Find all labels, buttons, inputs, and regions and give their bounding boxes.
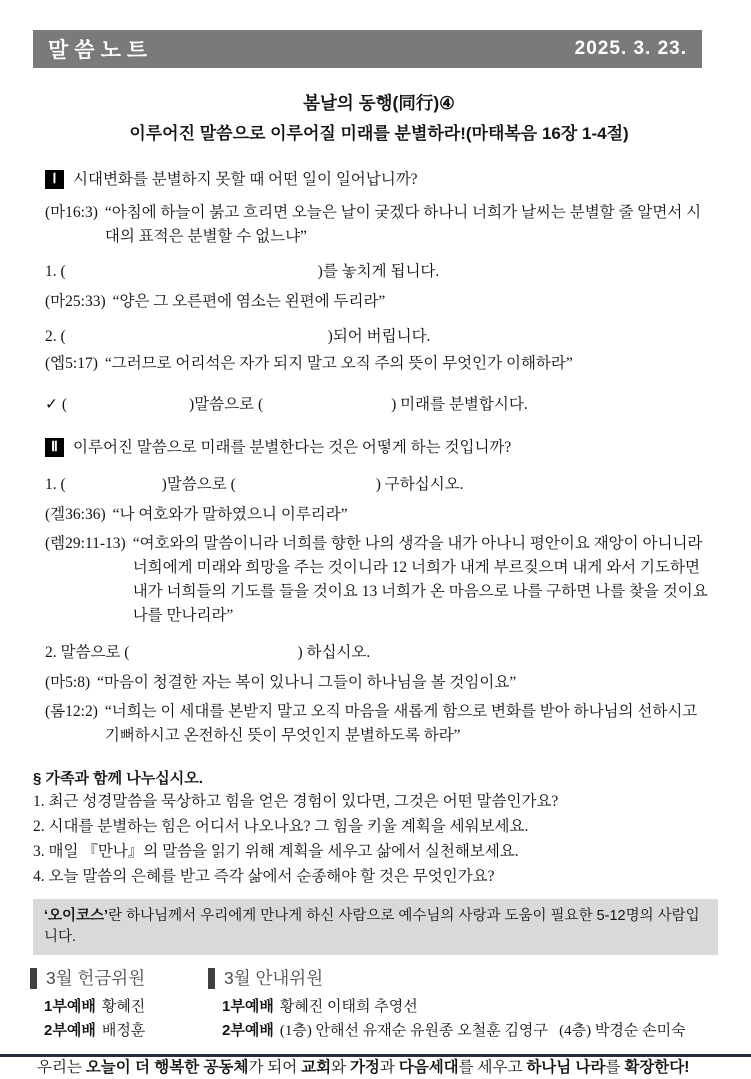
committee-row xyxy=(222,1019,713,1043)
share-question-2: 2. 시대를 분별하는 힘은 어디서 나오나요? 그 힘을 키울 계획을 세워보세요. xyxy=(33,818,529,835)
service-label: 1부예배 xyxy=(44,998,96,1015)
scripture-quote-mt16-3 xyxy=(45,201,713,249)
check-suffix: ) 미래를 분별합시다. xyxy=(391,396,528,413)
share-question-4: 4. 오늘 말씀의 은혜를 받고 즉각 삶에서 순종해야 할 것은 무엇인가요? xyxy=(33,868,495,885)
scripture-ref: (렘29:11-13) xyxy=(45,535,126,552)
oikos-definition: 란 하나님께서 우리에게 만나게 하신 사람으로 예수님의 사랑과 도움이 필요한 5-12명의 사람입니다. xyxy=(44,908,700,945)
vision-segment-bold: 가정 xyxy=(349,1059,380,1076)
offering-committee-rows xyxy=(30,995,208,1043)
fill-in-item-2 xyxy=(45,326,713,347)
vision-segment: 가 되어 xyxy=(248,1059,302,1076)
committee-section xyxy=(30,968,713,1043)
member-names: (1층) 안해선 유재순 유원종 오철훈 김영구 (4층) 박경순 손미숙 xyxy=(279,1023,686,1039)
fill-in-item-2-2 xyxy=(45,642,713,663)
scripture-text: “아침에 하늘이 붉고 흐리면 오늘은 날이 궂겠다 하나니 너희가 날씨는 분별할 줄 알면서 시대의 표적은 분별할 수 없느냐” xyxy=(104,204,702,245)
scripture-ref: (마25:33) xyxy=(45,293,106,310)
item-suffix: ) 하십시오. xyxy=(297,644,371,661)
fill-in-item-1 xyxy=(45,261,713,282)
scripture-quote-eph5-17 xyxy=(45,352,713,376)
vision-segment: 를 xyxy=(605,1059,625,1076)
scripture-ref: (마16:3) xyxy=(45,204,98,221)
committee-row xyxy=(222,995,713,1019)
item-suffix: )되어 버립니다. xyxy=(327,328,431,345)
section1-heading-row xyxy=(45,169,713,190)
section1-marker: Ⅰ xyxy=(45,170,64,189)
vision-segment: 우리는 xyxy=(37,1059,86,1076)
service-label: 1부예배 xyxy=(222,998,274,1015)
family-share-heading: § 가족과 함께 나누십시오. xyxy=(33,770,203,787)
vision-segment-bold: 오늘이 더 행복한 공동체 xyxy=(85,1059,249,1076)
scripture-ref: (마5:8) xyxy=(45,674,91,691)
scripture-quote-jer29-11-13 xyxy=(45,532,713,628)
vision-segment-bold: 하나님 나라 xyxy=(526,1059,606,1076)
header-bar xyxy=(33,30,702,68)
item-prefix: 1. ( xyxy=(45,263,66,280)
usher-committee-rows xyxy=(208,995,713,1043)
scripture-text: “그러므로 어리석은 자가 되지 말고 오직 주의 뜻이 무엇인가 이해하라” xyxy=(104,355,573,372)
doc-title: 말씀노트 xyxy=(48,39,154,62)
scripture-quote-mt25-33 xyxy=(45,290,713,314)
section2-heading: 이루어진 말씀으로 미래를 분별한다는 것은 어떻게 하는 것입니까? xyxy=(73,439,512,456)
offering-committee xyxy=(30,968,208,1043)
note-body xyxy=(33,92,713,1079)
scripture-ref: (롬12:2) xyxy=(45,703,98,720)
vision-segment-bold: 다음세대 xyxy=(398,1059,459,1076)
scripture-text: “마음이 청결한 자는 복이 있나니 그들이 하나님을 볼 것임이요” xyxy=(97,674,517,691)
scripture-ref: (겔36:36) xyxy=(45,506,106,523)
committee-row xyxy=(44,995,208,1019)
oikos-definition-box xyxy=(33,899,718,955)
check-prefix: ✓ ( xyxy=(45,396,68,413)
scripture-text: “너희는 이 세대를 본받지 말고 오직 마음을 새롭게 함으로 변화를 받아 하나님의 선하시고 기뻐하시고 온전하신 뜻이 무엇인지 분별하도록 하라” xyxy=(104,703,698,744)
section2-marker: Ⅱ xyxy=(45,438,64,457)
scripture-quote-ezk36-36 xyxy=(45,503,713,527)
item-suffix: ) 구하십시오. xyxy=(375,476,464,493)
fill-in-item-2-1 xyxy=(45,474,713,495)
offering-committee-title: 3월 헌금위원 xyxy=(30,968,208,989)
scripture-quote-mt5-8 xyxy=(45,671,713,695)
member-names: 배정훈 xyxy=(101,1023,146,1039)
usher-committee xyxy=(208,968,713,1043)
share-question-3: 3. 매일 『만나』의 말씀을 읽기 위해 계획을 세우고 삶에서 실천해보세요. xyxy=(33,843,519,860)
usher-committee-title: 3월 안내위원 xyxy=(208,968,713,989)
sermon-series-title: 봄날의 동행(同行)④ xyxy=(303,93,455,113)
checkmark-summary-line xyxy=(45,394,713,415)
item-prefix: 2. 말씀으로 ( xyxy=(45,644,130,661)
member-names: 황혜진 이태희 추영선 xyxy=(279,999,418,1015)
item-prefix: 2. ( xyxy=(45,328,66,345)
item-prefix: 1. ( xyxy=(45,476,66,493)
scripture-text: “양은 그 오른편에 염소는 왼편에 두리라” xyxy=(112,293,386,310)
scripture-text: “나 여호와가 말하였으니 이루리라” xyxy=(112,506,348,523)
vision-segment: 와 xyxy=(331,1059,350,1076)
doc-date: 2025. 3. 23. xyxy=(574,38,687,59)
check-middle: )말씀으로 ( xyxy=(189,396,264,413)
item-suffix: )를 놓치게 됩니다. xyxy=(317,263,440,280)
committee-row xyxy=(44,1019,208,1043)
item-middle: )말씀으로 ( xyxy=(161,476,236,493)
vision-segment-bold: 확장한다! xyxy=(624,1059,690,1076)
vision-segment: 과 xyxy=(379,1059,399,1076)
scripture-ref: (엡5:17) xyxy=(45,355,98,372)
oikos-term: ‘오이코스’ xyxy=(44,908,109,924)
scripture-text: “여호와의 말씀이니라 너희를 향한 나의 생각을 내가 아나니 평안이요 재앙이 아니니라 너희에게 미래와 희망을 주는 것이니라 12 너희가 내게 부르짖으며 내게 와서 기도하면 내가 너희들의 기도를 들을 것이요 13 너희가 온 마음으로 나를 구하면 나를 찾을 것이요 나를 만나리라” xyxy=(132,535,708,624)
sermon-main-title: 이루어진 말씀으로 이루어질 미래를 분별하라!(마태복음 16장 1-4절) xyxy=(129,124,629,143)
share-question-1: 1. 최근 성경말씀을 묵상하고 힘을 얻은 경험이 있다면, 그것은 어떤 말씀인가요? xyxy=(33,793,559,810)
vision-segment-bold: 교회 xyxy=(301,1059,332,1076)
member-names: 황혜진 xyxy=(101,999,146,1015)
service-label: 2부예배 xyxy=(44,1022,96,1039)
vision-segment: 를 세우고 xyxy=(458,1059,527,1076)
section2-heading-row xyxy=(45,437,713,458)
section1-heading: 시대변화를 분별하지 못할 때 어떤 일이 일어납니까? xyxy=(73,171,418,188)
page-bottom-rule xyxy=(0,1054,751,1057)
scripture-quote-rom12-2 xyxy=(45,700,713,748)
service-label: 2부예배 xyxy=(222,1022,274,1039)
vision-statement xyxy=(37,1057,713,1079)
